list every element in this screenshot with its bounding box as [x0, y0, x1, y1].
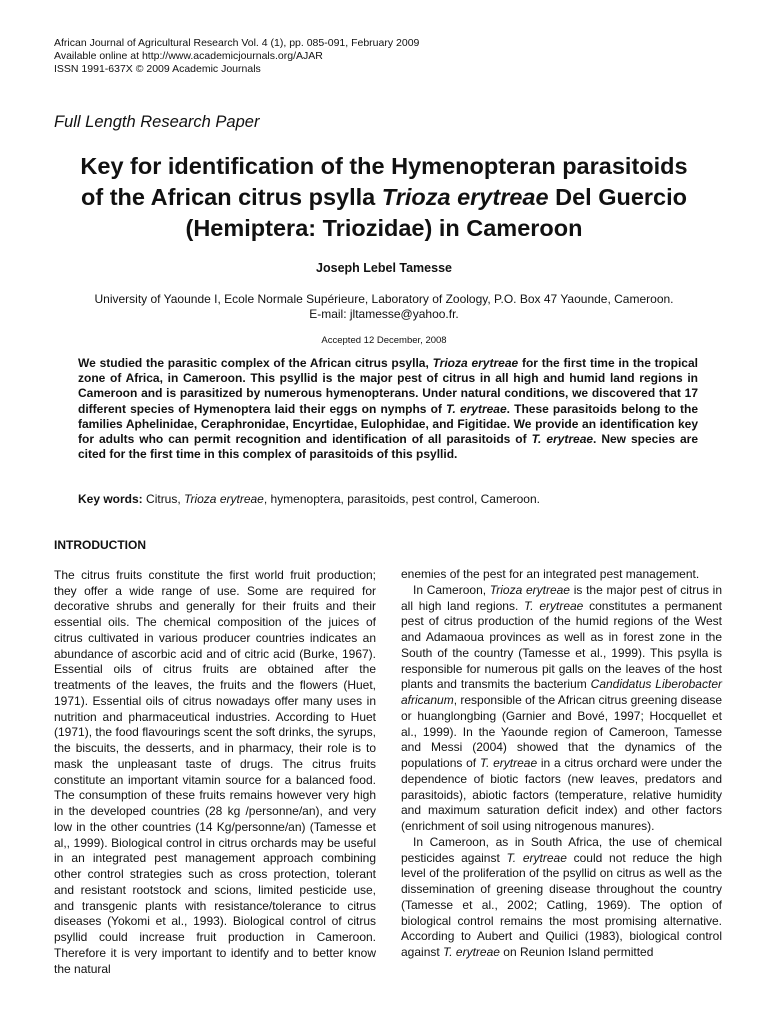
abstract-text: . New species are cited for the first time in this complex of parasitoids of this psyllid.	[78, 432, 698, 462]
species-name: Candidatus Liberobacter africanum	[401, 677, 722, 707]
abstract-species: Trioza erytreae	[432, 356, 519, 370]
paper-type: Full Length Research Paper	[54, 113, 260, 131]
body-text: in a citrus orchard were under the dependence of biotic factors (new leaves, predators and parasitoids), abiotic factors (temperature, relative humidity and maximum saturation deficit index) and other factors (enrichment of soil using nitrogenous manures).	[401, 756, 722, 833]
keywords-species: Trioza erytreae	[184, 492, 264, 506]
abstract-species: T. erytreae	[446, 401, 507, 416]
keywords-text: Citrus,	[142, 492, 185, 506]
abstract	[78, 356, 698, 462]
title-line-2	[40, 182, 728, 213]
intro-paragraph-2	[401, 583, 722, 835]
intro-paragraph-3	[401, 835, 722, 961]
abstract-text: . These parasitoids belong to the families Aphelinidae, Ceraphronidae, Encyrtidae, Eulophidae, and Figitidae. We provide an identification key for adults who can permit recognition and identification of all parasitoids of	[78, 401, 698, 447]
abstract-text: We studied the parasitic complex of the African citrus psylla,	[78, 356, 433, 370]
body-text: , responsible of the African citrus greening disease or huanglongbing (Garnier and Bové, 1997; Hocquellet et al., 1999). In the Yaounde region of Cameroon, Tamesse and Messi (2004) showed that the dynamics of the populations of	[401, 693, 722, 770]
accepted-date: Accepted 12 December, 2008	[321, 335, 447, 346]
body-text: In Cameroon,	[413, 582, 490, 597]
journal-issn: ISSN 1991-637X © 2009 Academic Journals	[54, 63, 261, 75]
paper-title	[40, 151, 728, 244]
species-name: T. erytreae	[506, 850, 567, 865]
intro-paragraph-left: The citrus fruits constitute the first world fruit production; they offer a wide range of use. Some are required for decorative shrubs and generally for their fruits and their essential oils. The chemical composition of the juices of citrus cultivated in various producer countries indicates an abundance of ascorbic acid and of citric acid (Burke, 1967). Essential oils of citrus fruits are obtained after the treatments of the leaves, the fruits and the flowers (Huet, 1971). Essential oils of citrus nowadays offer many uses in nutrition and pharmaceutical industries. According to Huet (1971), the food flavourings scent the soft drinks, the syrups, the biscuits, the desserts, and in pharmacy, their role is to mask the unpleasant taste of drugs. The citrus fruits constitute an important vitamin source for a balanced food. The consumption of these fruits remains however very high in the developed countries (28 kg /personne/an), and very low in the other countries (14 Kg/personne/an) (Tamesse et al,, 1999). Biological control in citrus orchards may be useful in an integrated pest management approach combining other control strategies such as cross protection, tolerant and resistant rootstock and scions, limited pesticide use, and transgenic plants with resistance/tolerance to citrus diseases (Yokomi et al., 1993). Biological control of citrus psyllid could increase fruit production in Cameroon. Therefore it is very important to identify and to better know the natural	[54, 567, 376, 976]
affiliation-address: University of Yaounde I, Ecole Normale Supérieure, Laboratory of Zoology, P.O. Box 47 Yaounde, Cameroon.	[94, 292, 674, 306]
species-name: T. erytreae	[479, 756, 538, 770]
title-line-1: Key for identification of the Hymenopteran parasitoids	[80, 153, 688, 179]
right-column	[401, 567, 722, 961]
keywords	[78, 492, 698, 506]
abstract-species: T. erytreae	[531, 432, 594, 447]
affiliation	[40, 292, 728, 322]
journal-citation: African Journal of Agricultural Research Vol. 4 (1), pp. 085-091, February 2009	[54, 37, 420, 49]
title-line-3: (Hemiptera: Triozidae) in Cameroon	[185, 215, 583, 241]
body-text: is the major pest of citrus in all high land regions.	[401, 582, 722, 613]
body-text: constitutes a permanent pest of citrus production of the humid regions of the West and Adamaoua provinces as well as in forest zone in the South of the country (Tamesse et al., 1999). This psylla is responsible for numerous pit galls on the leaves of the host plants and transmits the bacterium	[401, 598, 722, 692]
body-text: In Cameroon, as in South Africa, the use of chemical pesticides against	[401, 834, 722, 865]
title-text: of the African citrus psylla	[80, 184, 382, 210]
section-heading: INTRODUCTION	[54, 538, 146, 552]
abstract-text: for the first time in the tropical zone of Africa, in Cameroon. This psyllid is the major pest of citrus in all high and humid land regions in Cameroon and is parasitized by numerous hymenopterans. Under natural conditions, we discovered that 17 different species of Hymenoptera laid their eggs on nymphs of	[78, 356, 698, 416]
body-text: on Reunion Island permitted	[499, 945, 654, 959]
keywords-label: Key words:	[78, 492, 143, 506]
journal-header	[54, 37, 419, 76]
title-species: Trioza erytreae	[381, 184, 549, 210]
body-text: could not reduce the high level of the proliferation of the psyllid on citrus as well as the dissemination of greening disease throughout the country (Tamesse et al., 2002; Catling, 1969). The option of biological control remains the most promising alternative. According to Aubert and Quilici (1983), biological control against	[401, 850, 722, 959]
journal-url: Available online at http://www.academicjournals.org/AJAR	[54, 50, 323, 62]
keywords-text: , hymenoptera, parasitoids, pest control, Cameroon.	[263, 492, 540, 506]
species-name: T. erytreae	[443, 945, 500, 959]
title-text: Del Guercio	[548, 184, 687, 210]
intro-paragraph-continued: enemies of the pest for an integrated pest management.	[401, 567, 700, 581]
author-email: E-mail: jltamesse@yahoo.fr.	[309, 307, 459, 321]
author-name: Joseph Lebel Tamesse	[316, 261, 452, 275]
left-column	[54, 538, 376, 977]
species-name: Trioza erytreae	[489, 582, 570, 597]
species-name: T. erytreae	[524, 598, 584, 613]
